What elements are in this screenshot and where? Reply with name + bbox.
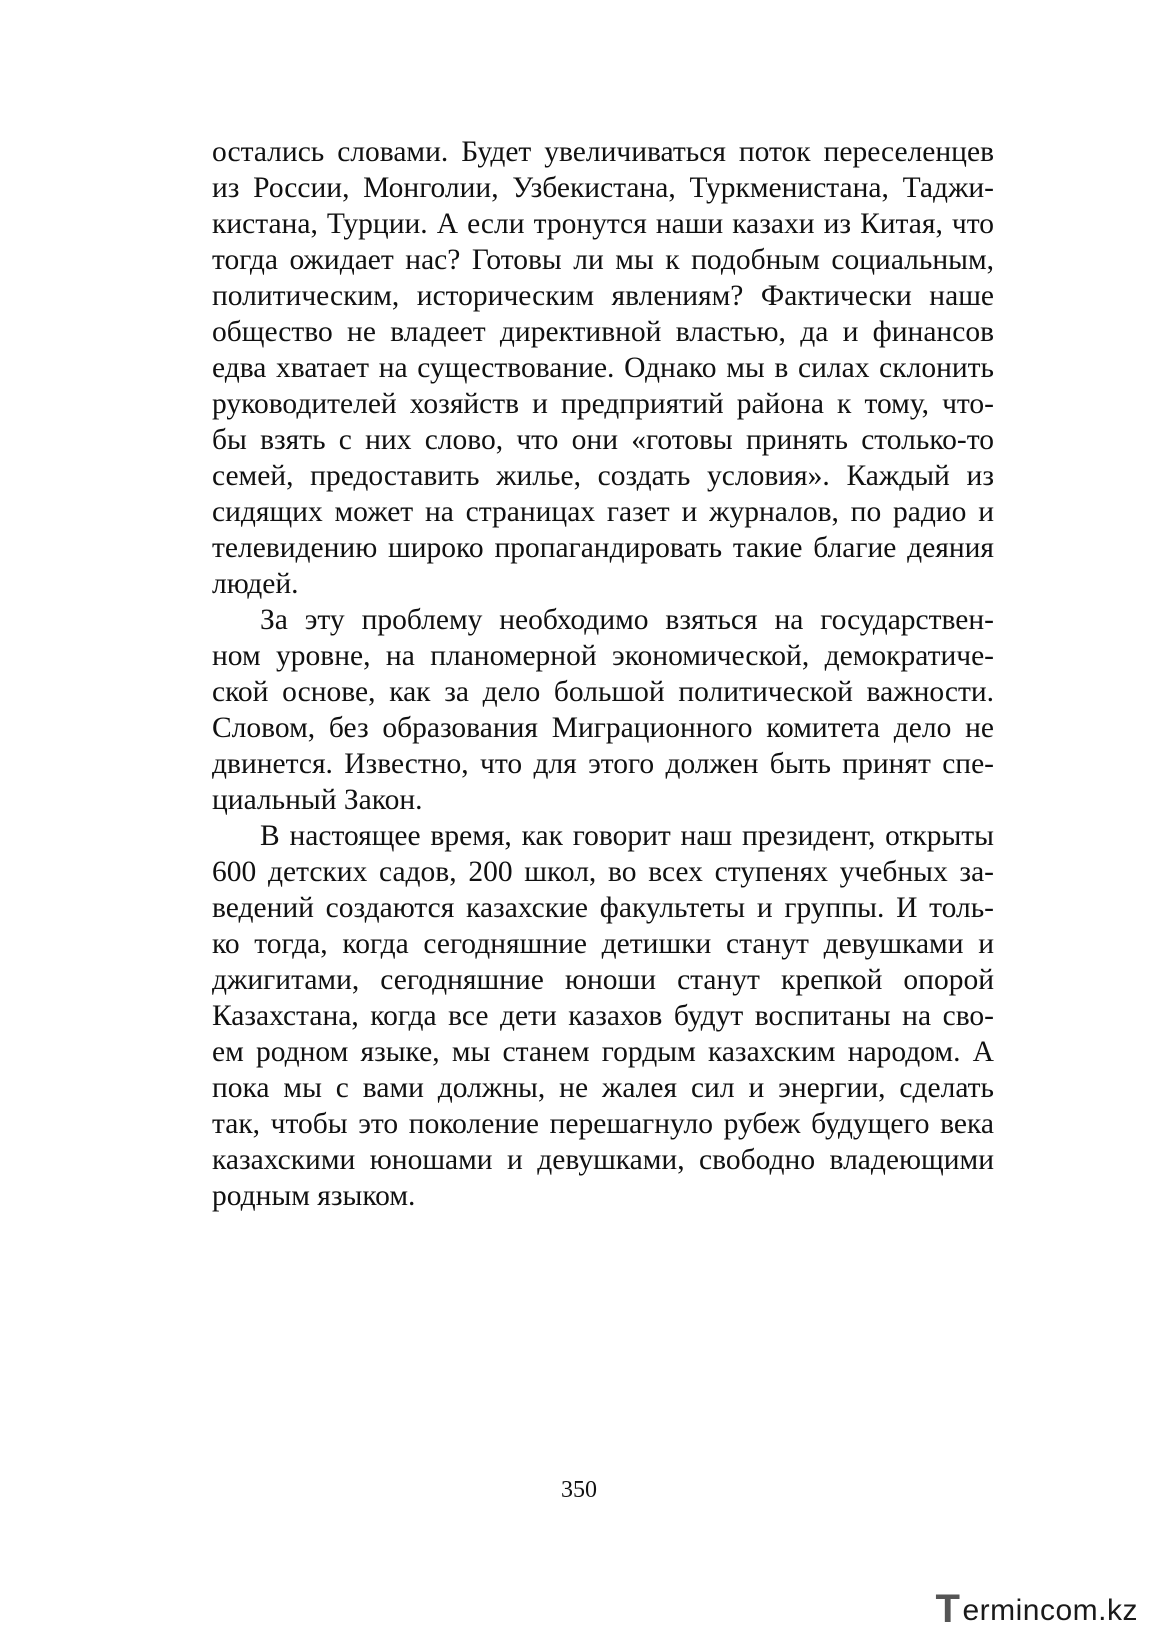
text-line: политическим, историческим явлениям? Фактически наше [212, 280, 994, 312]
text-line: джигитами, сегодняшние юноши станут крепкой опорой [212, 964, 994, 996]
watermark-logo-text: ermincom.kz [962, 1594, 1138, 1627]
paragraph [212, 134, 994, 602]
text-line: остались словами. Будет увеличиваться поток переселенцев [212, 136, 994, 168]
text-line: ведений создаются казахские факультеты и группы. И толь- [212, 892, 994, 924]
text-line: За эту проблему необходимо взяться на государствен- [260, 604, 994, 636]
paragraph [212, 818, 994, 1214]
text-line: ской основе, как за дело большой политической важности. [212, 676, 994, 708]
text-line: семей, предоставить жилье, создать условия». Каждый из [212, 460, 994, 492]
text-line: Словом, без образования Миграционного комитета дело не [212, 712, 994, 744]
body-text [212, 134, 994, 1214]
text-line: ко тогда, когда сегодняшние детишки станут девушками и [212, 928, 994, 960]
text-line: так, чтобы это поколение перешагнуло рубеж будущего века [212, 1108, 994, 1140]
text-line: едва хватает на существование. Однако мы в силах склонить [212, 352, 994, 384]
text-line: общество не владеет директивной властью, да и финансов [212, 316, 994, 348]
text-line: из России, Монголии, Узбекистана, Туркменистана, Таджи- [212, 172, 994, 204]
page-number: 350 [561, 1477, 597, 1503]
text-line: кистана, Турции. А если тронутся наши казахи из Китая, что [212, 208, 994, 240]
text-line: тогда ожидает нас? Готовы ли мы к подобным социальным, [212, 244, 994, 276]
text-line: казахскими юношами и девушками, свободно владеющими [212, 1144, 994, 1176]
text-line: Казахстана, когда все дети казахов будут воспитаны на сво- [212, 1000, 994, 1032]
text-line: руководителей хозяйств и предприятий района к тому, что- [212, 388, 994, 420]
text-line: циальный Закон. [212, 784, 423, 816]
text-line: телевидению широко пропагандировать такие благие деяния [212, 532, 994, 564]
text-line: 600 детских садов, 200 школ, во всех ступенях учебных за- [212, 856, 994, 888]
text-line: бы взять с них слово, что они «готовы принять столько-то [212, 424, 994, 456]
text-line: людей. [212, 568, 299, 600]
text-line: В настоящее время, как говорит наш президент, открыты [260, 820, 994, 852]
text-line: пока мы с вами должны, не жалея сил и энергии, сделать [212, 1072, 994, 1104]
watermark-logo-letter: T [935, 1587, 961, 1631]
text-line: ном уровне, на планомерной экономической, демократиче- [212, 640, 994, 672]
text-line: ем родном языке, мы станем гордым казахским народом. А [212, 1036, 994, 1068]
text-line: сидящих может на страницах газет и журналов, по радио и [212, 496, 994, 528]
text-line: двинется. Известно, что для этого должен быть принят спе- [212, 748, 994, 780]
site-watermark [936, 1577, 1138, 1633]
paragraph [212, 602, 994, 818]
text-line: родным языком. [212, 1180, 416, 1212]
